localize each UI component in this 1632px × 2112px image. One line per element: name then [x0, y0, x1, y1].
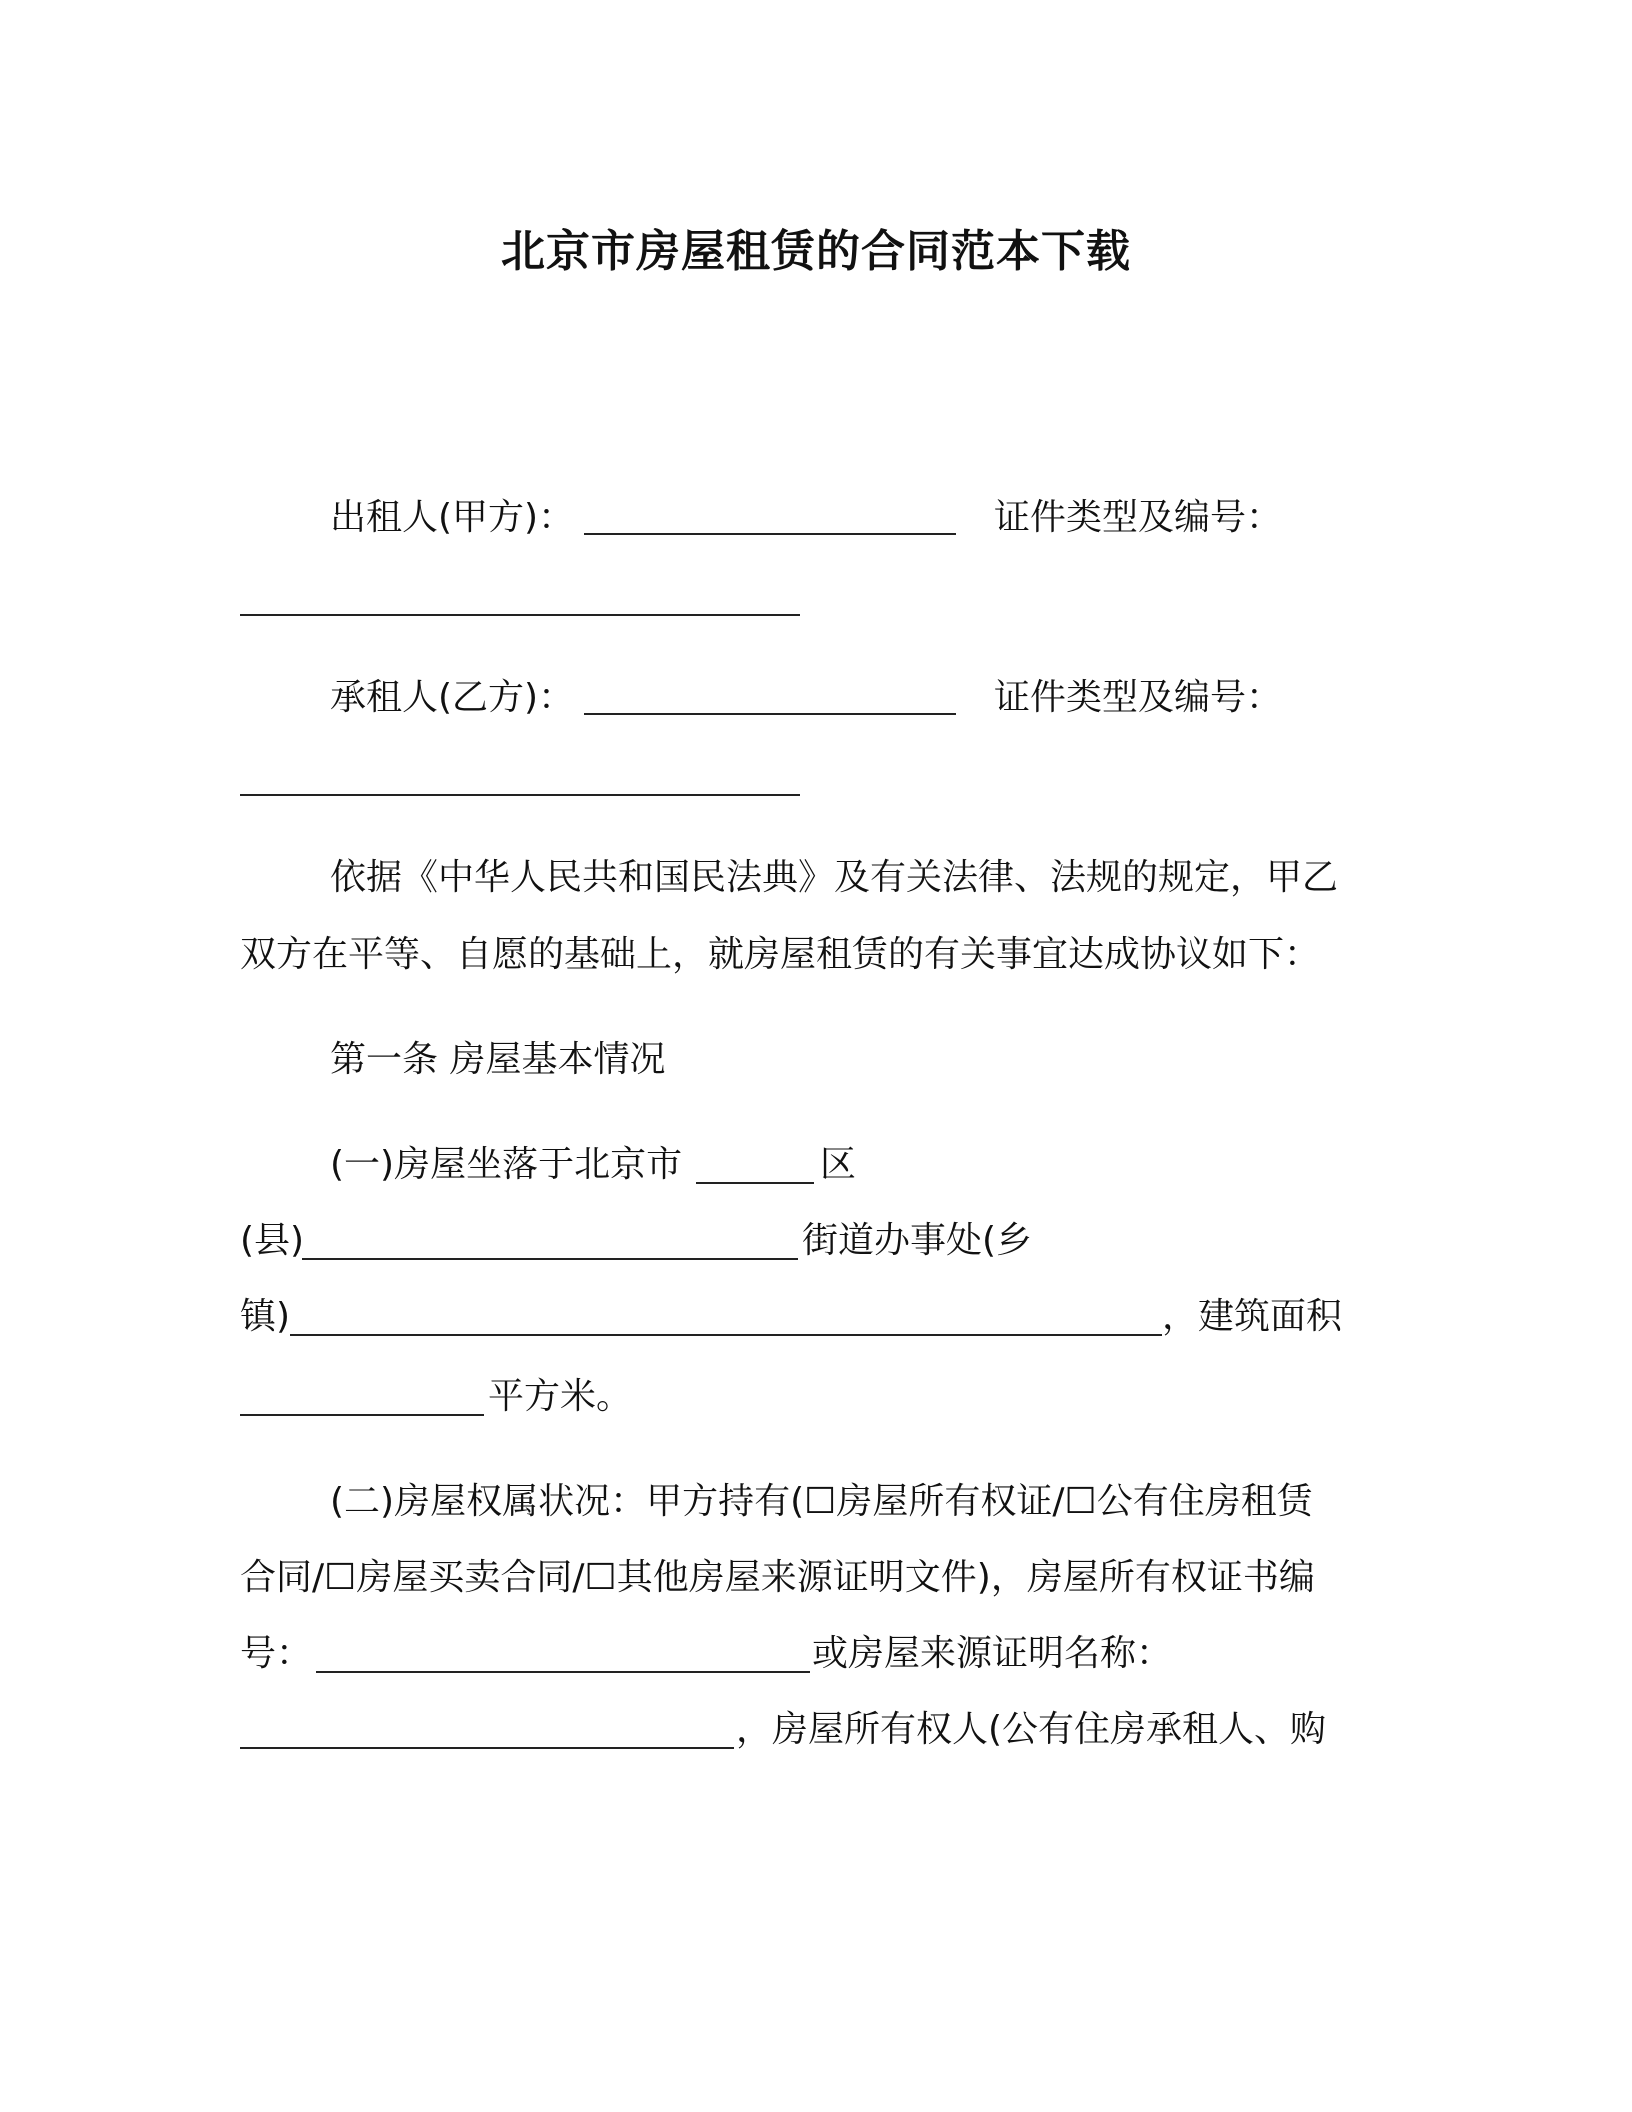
certificate-number-blank	[316, 1671, 810, 1673]
area-blank	[240, 1414, 484, 1416]
certificate-number-label: 号：	[240, 1633, 313, 1674]
lessor-name-blank	[584, 533, 956, 535]
lessee-label: 承租人(乙方)：	[330, 677, 575, 718]
preamble-line-1: 依据《中华人民共和国民法典》及有关法律、法规的规定，甲乙	[330, 857, 1339, 898]
district-label: 区	[820, 1144, 857, 1185]
preamble-line-2: 双方在平等、自愿的基础上，就房屋租赁的有关事宜达成协议如下：	[240, 934, 1321, 975]
area-label: ，建筑面积	[1162, 1296, 1343, 1337]
lessor-id-label: 证件类型及编号：	[994, 497, 1283, 538]
location-line-1: (一)房屋坐落于北京市	[330, 1144, 683, 1185]
ownership-line-1: (二)房屋权属状况：甲方持有(☐房屋所有权证/☐公有住房租赁	[330, 1481, 1313, 1522]
source-doc-name-blank	[240, 1747, 734, 1749]
town-blank	[290, 1334, 1162, 1336]
document-title: 北京市房屋租赁的合同范本下载	[501, 226, 1131, 277]
lessee-id-label: 证件类型及编号：	[994, 677, 1283, 718]
county-label: (县)	[240, 1220, 305, 1261]
ownership-line-2: 合同/☐房屋买卖合同/☐其他房屋来源证明文件)，房屋所有权证书编	[240, 1557, 1315, 1598]
lessee-id-blank	[240, 794, 800, 796]
source-doc-name-label: 或房屋来源证明名称：	[812, 1633, 1173, 1674]
district-blank	[696, 1182, 814, 1184]
lessor-id-blank	[240, 614, 800, 616]
lessor-label: 出租人(甲方)：	[330, 497, 575, 538]
article-1-heading: 第一条 房屋基本情况	[330, 1039, 666, 1080]
square-meter-label: 平方米。	[488, 1376, 633, 1417]
street-blank	[302, 1258, 798, 1260]
owner-label: ，房屋所有权人(公有住房承租人、购	[736, 1709, 1327, 1750]
town-label: 镇)	[240, 1296, 291, 1337]
street-office-label: 街道办事处(乡	[802, 1220, 1033, 1261]
lessee-name-blank	[584, 713, 956, 715]
